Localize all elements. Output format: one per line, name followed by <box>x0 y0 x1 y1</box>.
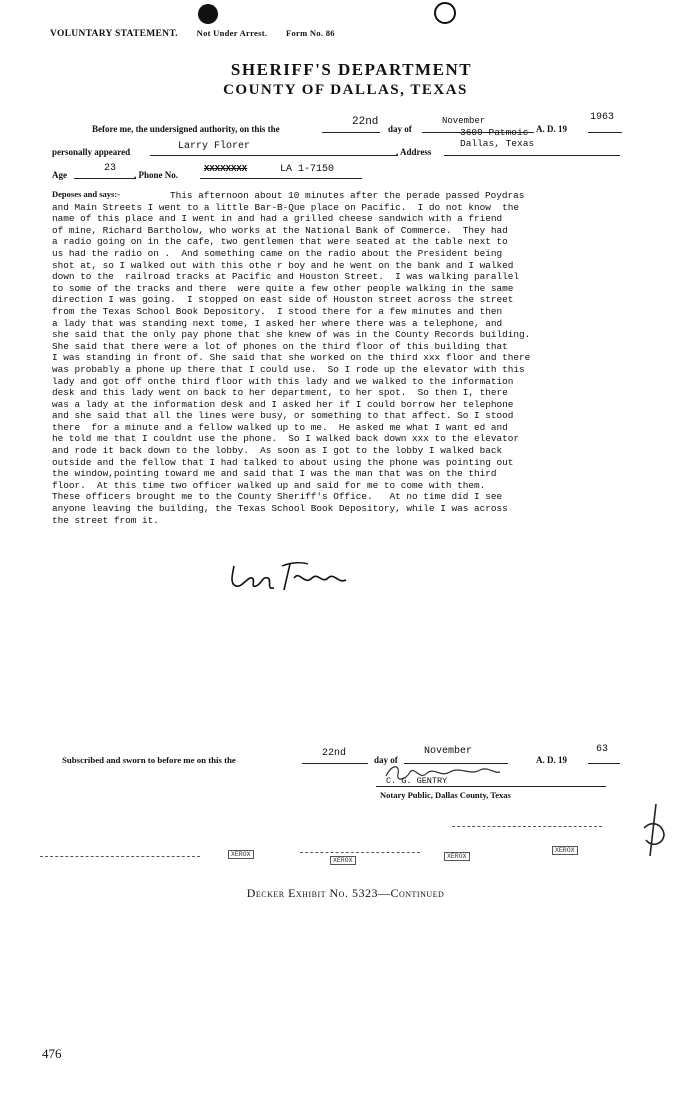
statement-line: was probably a phone up there that I could use. So I rode up the elevator with this <box>52 363 525 375</box>
statement-line: of mine, Richard Bartholow, who works at the National Bank of Commerce. They had <box>52 224 508 236</box>
month-value: November <box>442 116 486 126</box>
year-line <box>588 132 622 133</box>
subscribed-ad-label: A. D. 19 <box>536 755 567 765</box>
noise-line <box>452 826 602 827</box>
address-line1: 3609 Patmoic <box>460 127 529 138</box>
statement-line: anyone leaving the building, the Texas School Book Depository, while I was across <box>52 503 508 515</box>
punch-hole-right <box>434 2 456 24</box>
statement-line: down to the railroad tracks at Pacific and Houston Street. I was walking parallel <box>52 271 519 283</box>
statement-line: a radio going on in the cafe, two gentlemen that were seated at the table next to <box>52 236 508 248</box>
statement-line: She said that there were a lot of phones on the third floor of this building that <box>52 340 508 352</box>
subscribed-day-of-label: day of <box>374 755 398 765</box>
noise-line <box>300 852 420 853</box>
name-line <box>150 155 398 156</box>
subscribed-label: Subscribed and sworn to before me on this the <box>62 755 236 765</box>
phone-label: , Phone No. <box>134 170 179 180</box>
statement-line: These officers brought me to the County Sheriff's Office. At no time did I see <box>52 491 503 503</box>
day-of-label: day of <box>388 124 412 134</box>
xerox-stamp: XEROX <box>444 852 470 861</box>
department-title: SHERIFF'S DEPARTMENT <box>230 60 473 79</box>
before-me-label: Before me, the undersigned authority, on this the <box>92 124 280 134</box>
year-value: 1963 <box>590 112 615 123</box>
form-number-label: Form No. 86 <box>285 28 335 38</box>
statement-line: he told me that I couldnt use the phone. So I walked back down xxx to the elevator <box>52 433 519 445</box>
page-number: 476 <box>42 1046 62 1061</box>
name-value: Larry Florer <box>178 141 251 152</box>
address-line2: Dallas, Texas <box>460 138 535 149</box>
notary-line <box>376 786 606 787</box>
notary-typed-name: C. G. GENTRY <box>386 776 448 786</box>
subscribed-day-value: 22nd <box>322 748 347 759</box>
statement-line: and she said that all the lines were busy, or something to that affect. So I stood <box>52 410 514 422</box>
phone-struck: XXXXXXXX <box>204 164 248 174</box>
deposes-label: Deposes and says:- <box>52 189 121 199</box>
not-under-arrest-label: Not Under Arrest. <box>196 28 268 38</box>
age-value: 23 <box>104 163 117 174</box>
statement-line: direction I was going. I stopped on east side of Houston street across the street <box>52 294 514 306</box>
xerox-stamp: XEROX <box>552 846 578 855</box>
exhibit-caption: Decker Exhibit No. 5323—Continued <box>246 886 445 900</box>
voluntary-statement-label: VOLUNTARY STATEMENT. <box>50 29 178 39</box>
subscribed-day-line <box>302 763 368 764</box>
statement-line: the street from it. <box>52 514 159 526</box>
xerox-stamp: XEROX <box>330 856 356 865</box>
form-header <box>50 28 351 39</box>
xerox-stamp: XEROX <box>228 850 254 859</box>
signature <box>228 556 358 596</box>
statement-line: the window,pointing toward me and said that I was the man that was on the third <box>52 468 497 480</box>
age-line <box>74 178 136 179</box>
day-value: 22nd <box>352 116 379 128</box>
statement-body <box>52 190 662 526</box>
phone-value: LA 1-7150 <box>280 164 335 175</box>
statement-line: lady and got off onthe third floor with this lady and we walked to the information <box>52 375 514 387</box>
statement-line: she said that the only pay phone that she knew of was in the County Records building. <box>52 329 531 341</box>
statement-line: outside and the fellow that I had talked to about using the phone was pointing out <box>52 456 514 468</box>
notary-label: Notary Public, Dallas County, Texas <box>380 790 511 800</box>
age-label: Age <box>52 170 67 180</box>
statement-line: was a lady at the information desk and I asked her if I could borrow her telephone <box>52 398 514 410</box>
statement-line: and rode it back down to the lobby. As soon as I got to the lobby I walked back <box>52 445 503 457</box>
address-line <box>444 155 620 156</box>
day-line <box>322 132 380 133</box>
punch-hole-left <box>198 4 218 24</box>
personally-appeared-label: personally appeared <box>52 147 131 157</box>
subscribed-year-line <box>588 763 620 764</box>
phone-line <box>200 178 362 179</box>
statement-line: shot at, so I walked out with this othe r boy and he went on the bank and I walked <box>52 259 514 271</box>
ad-label: A. D. 19 <box>536 124 567 134</box>
margin-mark <box>636 800 670 860</box>
statement-line: This afternoon about 10 minutes after the perade passed Poydras <box>170 190 525 201</box>
statement-line: us had the radio on . And something came on the radio about the President being <box>52 247 503 259</box>
statement-line: there for a minute and a fellow walked up to me. He asked me what I want ed and <box>52 421 508 433</box>
address-label: , Address <box>396 147 432 157</box>
noise-line <box>40 856 200 857</box>
statement-line: and Main Streets I went to a little Bar-B-Que place on Pacific. I do not know the <box>52 201 519 213</box>
statement-line: I was standing in front of. She said that she worked on the third xxx floor and there <box>52 352 531 364</box>
statement-line: floor. At this time two officer walked up and said for me to come with them. <box>52 479 486 491</box>
statement-line: to some of the tracks and there were quite a few other people walking in the same <box>52 282 514 294</box>
statement-line: name of this place and I went in and had a grilled cheese sandwich with a friend <box>52 213 503 225</box>
subscribed-month-value: November <box>424 746 473 757</box>
statement-line: a lady that was standing next tome, I asked her where there was a telephone, and <box>52 317 503 329</box>
statement-line: from the Texas School Book Depository. I stood there for a few minutes and then <box>52 305 503 317</box>
subscribed-year-value: 63 <box>596 744 609 755</box>
statement-line: desk and this lady went on back to her department, to her spot. So then I, there <box>52 387 508 399</box>
county-title: COUNTY OF DALLAS, TEXAS <box>223 82 468 98</box>
